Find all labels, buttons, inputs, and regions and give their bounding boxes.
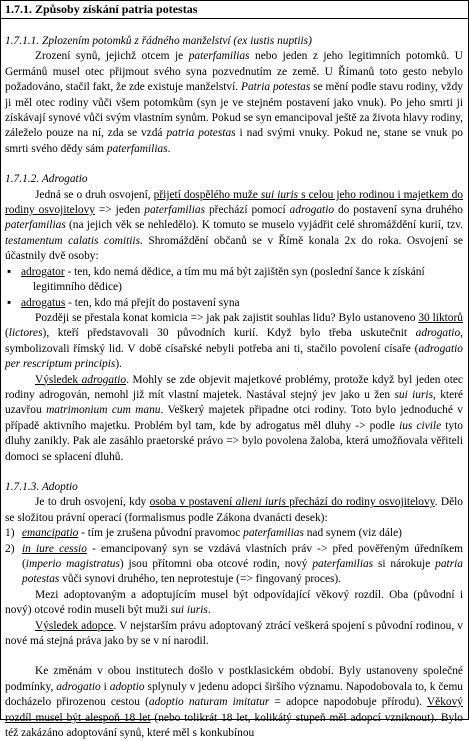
paragraph: Výsledek adrogatio. Mohly se zde objevit majetkové problémy, protože když byl jeden otec rodiny adrogován, nemohl již mít vlastní majetek. Nastával stejný jev jako u žen sui iuris, které uzavřou matrimonium cum manu. Veškerý majetek připadne otci rodiny. Toto bylo jednoduché v případě aktivního majetku. Problém byl tam, kde by adrogatus měl dluhy -> podle ius civile tyto dluhy zanikly. Pak ale zasáhlo praetorské právo => bylo povolena žaloba, která umožňovala věřiteli domoci se splacení dluhů. [5, 373, 463, 463]
title-bar [1, 1, 468, 19]
section-heading-1: 1.7.1.1. Zplozením potomků z řádného manželství (ex iustis nuptiis) [5, 35, 312, 47]
paragraph: Zrození synů, jejichž otcem je paterfamilias nebo jeden z jeho legitimních potomků. U Germánů musel otec přijmout svého syna pozvednutím ze země. U Římanů toto gesto nebylo požadováno, stačil fakt, že zde existuje manželství. Patria potestas se mění podle stavu rodiny, vždy ji měl otec rodiny vůči všem potomkům (syn je ve stejném postavení jako vnuk). Po jeho smrti ji získávají synové vůči svým vlastním synům. Pokud se syn emancipoval ještě za života hlavy rodiny, záleželo pouze na ní, zda se vzdá patria potestas i nad svými vnuky. Pokud ne, stane se vnuk po smrti svého dědy sám paterfamilias. [5, 50, 464, 155]
section-heading-2: 1.7.1.2. Adrogatio [5, 173, 88, 186]
paragraph: Jedná se o druh osvojení, přijetí dospělého muže sui iuris s celou jeho rodinou i majetkem do rodiny osvojitelovy => jeden paterfamilias přechází pomocí adrogatio do postavení syna druhého paterfamilias (na jejich věk se nehledělo). K tomuto se muselo vyjádřit celé shromáždění kurií, tzv. testamentum calatis comitiis. Shromáždění občanů se v Římě konala 2x do roka. Osvojení se účastnily dvě osoby: [5, 188, 464, 263]
bullet-icon: ▪ [7, 265, 12, 278]
paragraph: Výsledek adopce. V nejstarším právu adoptovaný ztrácí veškerá spojení s původní rodinou, v nové má stejná práva jako by se v ní narodil. [5, 619, 464, 648]
bullet-item: ▪ adrogatus - ten, kdo má přejít do postavení syna [5, 296, 463, 311]
section-heading-3: 1.7.1.3. Adoptio [5, 480, 78, 493]
document-body [1, 19, 468, 741]
bullet-item: ▪ adrogator - ten, kdo nemá dědice, a tím mu má být zajištěn syn (poslední šance k získání legitimního dědice) [5, 265, 463, 296]
page-title: 1.7.1. Způsoby získání patria potestas [5, 2, 198, 16]
paragraph: Je to druh osvojení, kdy osoba v postavení alieni iuris přechází do rodiny osvojitelovy. Dělo se složitou právní operací (formalismus podle Zákona dvanácti desek): [5, 496, 464, 524]
paragraph: Později se přestala konat komicia => jak pak zajistit souhlas lidu? Bylo ustanoveno 30 liktorů (lictores), kteří představovali 30 původních kurií. Když bylo třeba uskutečnit adrogatio, symbolizovali římský lid. V době císařské nebyli potřeba ani ti, stačilo povolení císaře (adrogatio per rescriptum principis). [5, 311, 463, 371]
paragraph: Ke změnám v obou institutech došlo v postklasickém období. Byly ustanoveny společné podmínky, adrogatio i adoptio splynuly v jedenu adopci širšího významu. Napodobovala to, k čemu docházelo přirozenou cestou (adoptio naturam imitatur = adopce napodobuje přírodu). Věkový rozdíl musel být alespoň 18 let (nebo tolikrát 18 let, kolikátý stupeň měl adopcí vzniknout). Bylo též zakázáno adoptování synů, které měl s konkubínou [5, 665, 463, 740]
numbered-item: 2) in iure cessio - emancipovaný syn se vzdává vlastních práv -> před pověřeným úředníkem (imperio magistratus) jsou přítomni oba otcové rodin, nový paterfamilias si nárokuje patria potestas vůči synovi druhého, ten neprotestuje (=> fingovaný proces). [5, 542, 463, 586]
paragraph: Mezi adoptovaným a adoptujícím musel být odpovídající věkový rozdíl. Oba (původní i nový) otcové rodin museli být muži sui iuris. [5, 588, 463, 617]
numbered-item: 1) emancipatio - tím je zrušena původní pravomoc paterfamilias nad synem (viz dále) [5, 527, 402, 540]
bullet-icon: ▪ [7, 296, 12, 309]
